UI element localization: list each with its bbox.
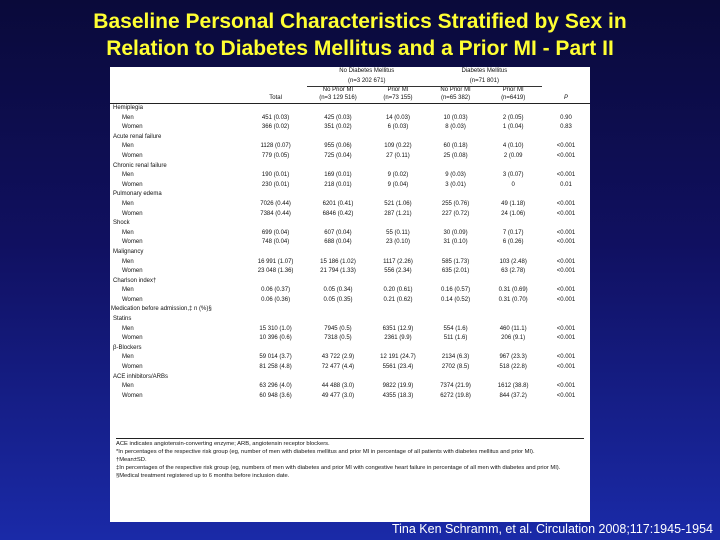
table-row (110, 238, 590, 248)
table-row (110, 114, 590, 124)
group-header-count: (n=3 202 671) (348, 77, 386, 84)
value-cell: 511 (1.6) (443, 335, 468, 342)
value-cell: 607 (0.04) (324, 229, 352, 236)
table-row (110, 325, 590, 335)
value-cell: 9 (0.03) (445, 172, 466, 179)
value-cell: 0.05 (0.34) (323, 287, 353, 294)
column-header-line-2: (n=65 382) (440, 94, 471, 101)
value-cell: 10 (0.03) (443, 114, 468, 121)
column-header-line-2: Total (269, 94, 282, 101)
p-value-cell: <0.001 (556, 152, 576, 159)
value-cell: 23 (0.10) (385, 239, 410, 246)
table-section-row (110, 305, 590, 315)
row-label: Men (122, 143, 134, 150)
value-cell: 24 (1.06) (501, 210, 526, 217)
value-cell: 518 (22.8) (499, 364, 527, 371)
value-cell: 63 296 (4.0) (259, 383, 292, 390)
p-value-cell: 0.90 (560, 114, 572, 121)
value-cell: 460 (11.1) (499, 325, 527, 332)
column-header-line-1: No Prior MI (440, 87, 471, 94)
table-section-row (110, 190, 590, 200)
table-row (110, 123, 590, 133)
column-header-line-2: (n=3 129 516) (319, 94, 357, 101)
row-label: Men (122, 200, 134, 207)
value-cell: 556 (2.34) (384, 268, 412, 275)
value-cell: 255 (0.76) (441, 200, 470, 207)
value-cell: 9822 (19.9) (382, 383, 414, 390)
value-cell: 1 (0.04) (502, 124, 524, 131)
value-cell: 0.06 (0.36) (261, 296, 291, 303)
value-cell: 31 (0.10) (443, 239, 468, 246)
row-label: Women (122, 152, 143, 159)
baseline-characteristics-table (110, 67, 590, 401)
value-cell: 635 (2.01) (441, 268, 470, 275)
row-label: Men (122, 114, 134, 121)
value-cell: 6 (0.26) (502, 239, 524, 246)
group-header-label: No Diabetes Mellitus (339, 68, 395, 74)
column-header (369, 87, 427, 104)
footnote: *In percentages of the respective risk group (eg, number of men with diabetes mellitus and prior MI in percentage of all patients with diabetes mellitus and prior MI). (116, 448, 535, 455)
value-cell: 59 014 (3.7) (259, 354, 292, 361)
row-label: Men (122, 287, 134, 294)
slide-title (0, 8, 720, 62)
table-section-row (110, 344, 590, 354)
value-cell: 7026 (0.44) (260, 200, 291, 207)
p-value-cell: <0.001 (556, 268, 576, 275)
value-cell: 206 (9.1) (501, 335, 526, 342)
row-label: Charlson index† (113, 277, 157, 284)
table-footnotes (116, 438, 584, 481)
row-label: Men (122, 325, 134, 332)
value-cell: 0.05 (0.35) (323, 296, 353, 303)
value-cell: 7374 (21.9) (440, 383, 471, 390)
group-header-diabetes (427, 67, 542, 87)
footnote: †Mean±SD. (116, 456, 147, 463)
value-cell: 4 (0.10) (502, 143, 524, 150)
column-header (484, 87, 542, 104)
value-cell: 60 948 (3.6) (259, 392, 292, 399)
column-header-line-1: Prior MI (387, 87, 409, 94)
column-header (110, 87, 244, 104)
citation: Tina Ken Schramm, et al. Circulation 2008;117:1945-1954 (391, 522, 713, 536)
value-cell: 109 (0.22) (384, 143, 412, 150)
value-cell: 15 310 (1.0) (259, 325, 292, 332)
p-value-cell: <0.001 (556, 354, 576, 361)
value-cell: 1128 (0.07) (260, 143, 291, 150)
value-cell: 748 (0.04) (261, 239, 290, 246)
table-row (110, 353, 590, 363)
value-cell: 2361 (9.9) (384, 335, 412, 342)
footnote: ACE indicates angiotensin-converting enzyme; ARB, angiotensin receptor blockers. (116, 441, 330, 447)
value-cell: 9 (0.04) (387, 181, 409, 188)
value-cell: 688 (0.04) (324, 239, 352, 246)
value-cell: 1117 (2.26) (383, 258, 413, 265)
table-body (110, 104, 590, 402)
value-cell: 60 (0.18) (443, 143, 468, 150)
row-label: Acute renal failure (113, 133, 162, 140)
p-value-cell: <0.001 (556, 210, 576, 217)
table-row (110, 286, 590, 296)
value-cell: 169 (0.01) (324, 172, 352, 179)
value-cell: 0.06 (0.37) (261, 287, 291, 294)
value-cell: 3 (0.01) (445, 181, 466, 188)
value-cell: 287 (1.21) (384, 210, 412, 217)
row-label: Statins (113, 316, 132, 323)
value-cell: 0 (511, 181, 515, 188)
row-label: Women (122, 335, 143, 342)
table-section-row (110, 133, 590, 143)
value-cell: 12 191 (24.7) (380, 354, 416, 361)
row-label: Medication before admission,‡ n (%)§ (111, 306, 212, 313)
value-cell: 2134 (6.3) (441, 354, 470, 361)
value-cell: 725 (0.04) (324, 152, 352, 159)
row-label: Women (122, 296, 143, 303)
table-row (110, 392, 590, 402)
value-cell: 55 (0.11) (386, 229, 410, 236)
column-header-line-1: Prior MI (502, 87, 524, 94)
table-row (110, 267, 590, 277)
value-cell: 72 477 (4.4) (321, 364, 355, 371)
table-row (110, 258, 590, 268)
p-value-cell: <0.001 (556, 172, 576, 179)
row-label: Men (122, 172, 134, 179)
table-row (110, 152, 590, 162)
column-header (244, 87, 306, 104)
column-header-line-2: P (563, 94, 568, 101)
p-value-cell: <0.001 (556, 335, 576, 342)
value-cell: 521 (1.06) (384, 200, 412, 207)
value-cell: 779 (0.05) (261, 152, 290, 159)
table-row (110, 181, 590, 191)
p-value-cell: <0.001 (556, 258, 576, 265)
value-cell: 351 (0.02) (324, 124, 352, 131)
column-header (307, 87, 369, 104)
value-cell: 4355 (18.3) (382, 392, 414, 399)
group-header-label: Diabetes Mellitus (461, 68, 508, 74)
footnote: ‡In percentages of the respective risk group (eg, numbers of men with diabetes and prior MI with congestive heart failure in percentage of all men with diabetes and prior MI). (116, 464, 561, 471)
column-header-row (110, 87, 590, 104)
table-row (110, 200, 590, 210)
value-cell: 49 477 (3.0) (321, 392, 355, 399)
row-label: β-Blockers (113, 344, 142, 351)
row-label: Women (122, 364, 143, 371)
table-row (110, 382, 590, 392)
value-cell: 15 186 (1.02) (320, 258, 356, 265)
value-cell: 10 396 (0.6) (259, 335, 292, 342)
value-cell: 21 794 (1.33) (320, 268, 356, 275)
value-cell: 49 (1.18) (501, 200, 526, 207)
value-cell: 0.16 (0.57) (441, 287, 471, 294)
row-label: Chronic renal failure (113, 162, 167, 169)
row-label: Men (122, 354, 134, 361)
column-header (542, 87, 590, 104)
table-section-row (110, 277, 590, 287)
value-cell: 44 488 (3.0) (321, 383, 355, 390)
p-value-cell: <0.001 (556, 239, 576, 246)
value-cell: 7945 (0.5) (324, 325, 352, 332)
column-header-line-1: No Prior MI (322, 87, 354, 94)
value-cell: 7318 (0.5) (324, 335, 352, 342)
p-value-cell: <0.001 (556, 296, 576, 303)
value-cell: 2702 (8.5) (441, 364, 470, 371)
value-cell: 218 (0.01) (324, 181, 352, 188)
value-cell: 81 258 (4.8) (259, 364, 292, 371)
row-label: Malignancy (113, 248, 144, 255)
value-cell: 227 (0.72) (441, 210, 470, 217)
value-cell: 425 (0.03) (324, 114, 352, 121)
value-cell: 967 (23.3) (499, 354, 527, 361)
group-header-count: (n=71 801) (469, 77, 499, 84)
value-cell: 7384 (0.44) (260, 210, 291, 217)
value-cell: 16 991 (1.07) (257, 258, 294, 265)
row-label: Men (122, 258, 134, 265)
table-row (110, 363, 590, 373)
value-cell: 14 (0.03) (385, 114, 410, 121)
value-cell: 451 (0.03) (261, 114, 290, 121)
value-cell: 63 (2.78) (501, 268, 526, 275)
value-cell: 1612 (38.8) (497, 383, 529, 390)
row-label: Women (122, 239, 143, 246)
table-row (110, 171, 590, 181)
row-label: Women (122, 124, 143, 131)
row-label: ACE inhibitors/ARBs (113, 373, 169, 380)
value-cell: 23 048 (1.36) (257, 268, 294, 275)
p-value-cell: 0.01 (560, 181, 572, 188)
value-cell: 554 (1.6) (443, 325, 468, 332)
value-cell: 955 (0.06) (324, 143, 352, 150)
p-value-cell: <0.001 (556, 287, 576, 294)
value-cell: 6201 (0.41) (322, 200, 354, 207)
value-cell: 6846 (0.42) (322, 210, 354, 217)
p-value-cell: 0.83 (560, 124, 572, 131)
slide-title-line-2: Relation to Diabetes Mellitus and a Prior MI - Part II (106, 37, 614, 60)
value-cell: 43 722 (2.9) (321, 354, 355, 361)
value-cell: 27 (0.11) (386, 152, 410, 159)
group-header-row (110, 67, 590, 87)
value-cell: 844 (37.2) (499, 392, 527, 399)
row-label: Men (122, 383, 134, 390)
table-section-row (110, 219, 590, 229)
value-cell: 0.31 (0.69) (498, 287, 528, 294)
p-value-cell: <0.001 (556, 383, 576, 390)
value-cell: 25 (0.08) (443, 152, 468, 159)
value-cell: 2 (0.05) (502, 114, 524, 121)
footnote: §Medical treatment registered up to 6 months before inclusion date. (116, 472, 290, 479)
table-section-row (110, 373, 590, 383)
column-header-line-2: (n=6419) (501, 94, 526, 101)
row-label: Pulmonary edema (113, 191, 162, 198)
value-cell: 0.21 (0.62) (383, 296, 413, 303)
row-label: Shock (113, 220, 130, 227)
p-value-cell: <0.001 (556, 200, 576, 207)
value-cell: 6272 (19.8) (440, 392, 471, 399)
table-section-row (110, 248, 590, 258)
p-value-cell: <0.001 (556, 229, 576, 236)
slide-title-line-1: Baseline Personal Characteristics Stratified by Sex in (93, 10, 627, 33)
p-value-cell: <0.001 (556, 392, 576, 399)
group-header-no-diabetes (307, 67, 427, 87)
table-row (110, 296, 590, 306)
column-header (427, 87, 485, 104)
table-row (110, 142, 590, 152)
value-cell: 8 (0.03) (445, 124, 466, 131)
table-section-row (110, 315, 590, 325)
row-label: Women (122, 210, 143, 217)
value-cell: 9 (0.02) (387, 172, 409, 179)
value-cell: 0.31 (0.70) (498, 296, 528, 303)
table-panel (110, 67, 590, 522)
p-value-cell: <0.001 (556, 143, 576, 150)
value-cell: 190 (0.01) (261, 172, 290, 179)
value-cell: 2 (0.09 (503, 152, 523, 159)
p-value-cell: <0.001 (556, 364, 576, 371)
value-cell: 0.14 (0.52) (441, 296, 471, 303)
value-cell: 7 (0.17) (502, 229, 524, 236)
value-cell: 103 (2.48) (499, 258, 527, 265)
row-label: Women (122, 181, 143, 188)
value-cell: 30 (0.09) (443, 229, 468, 236)
table-section-row (110, 162, 590, 172)
value-cell: 366 (0.02) (261, 124, 290, 131)
value-cell: 6351 (12.9) (382, 325, 414, 332)
row-label: Women (122, 392, 143, 399)
value-cell: 3 (0.07) (502, 172, 524, 179)
row-label: Hemiplegia (113, 105, 144, 111)
table-row (110, 210, 590, 220)
row-label: Women (122, 268, 143, 275)
table-row (110, 229, 590, 239)
column-header-line-2: (n=73 155) (383, 94, 413, 101)
row-label: Men (122, 229, 134, 236)
table-section-row (110, 104, 590, 114)
p-value-cell: <0.001 (556, 325, 576, 332)
value-cell: 6 (0.03) (387, 124, 409, 131)
value-cell: 585 (1.73) (441, 258, 470, 265)
table-row (110, 334, 590, 344)
value-cell: 699 (0.04) (261, 229, 290, 236)
value-cell: 230 (0.01) (261, 181, 290, 188)
value-cell: 0.20 (0.61) (383, 287, 413, 294)
value-cell: 5561 (23.4) (382, 364, 414, 371)
